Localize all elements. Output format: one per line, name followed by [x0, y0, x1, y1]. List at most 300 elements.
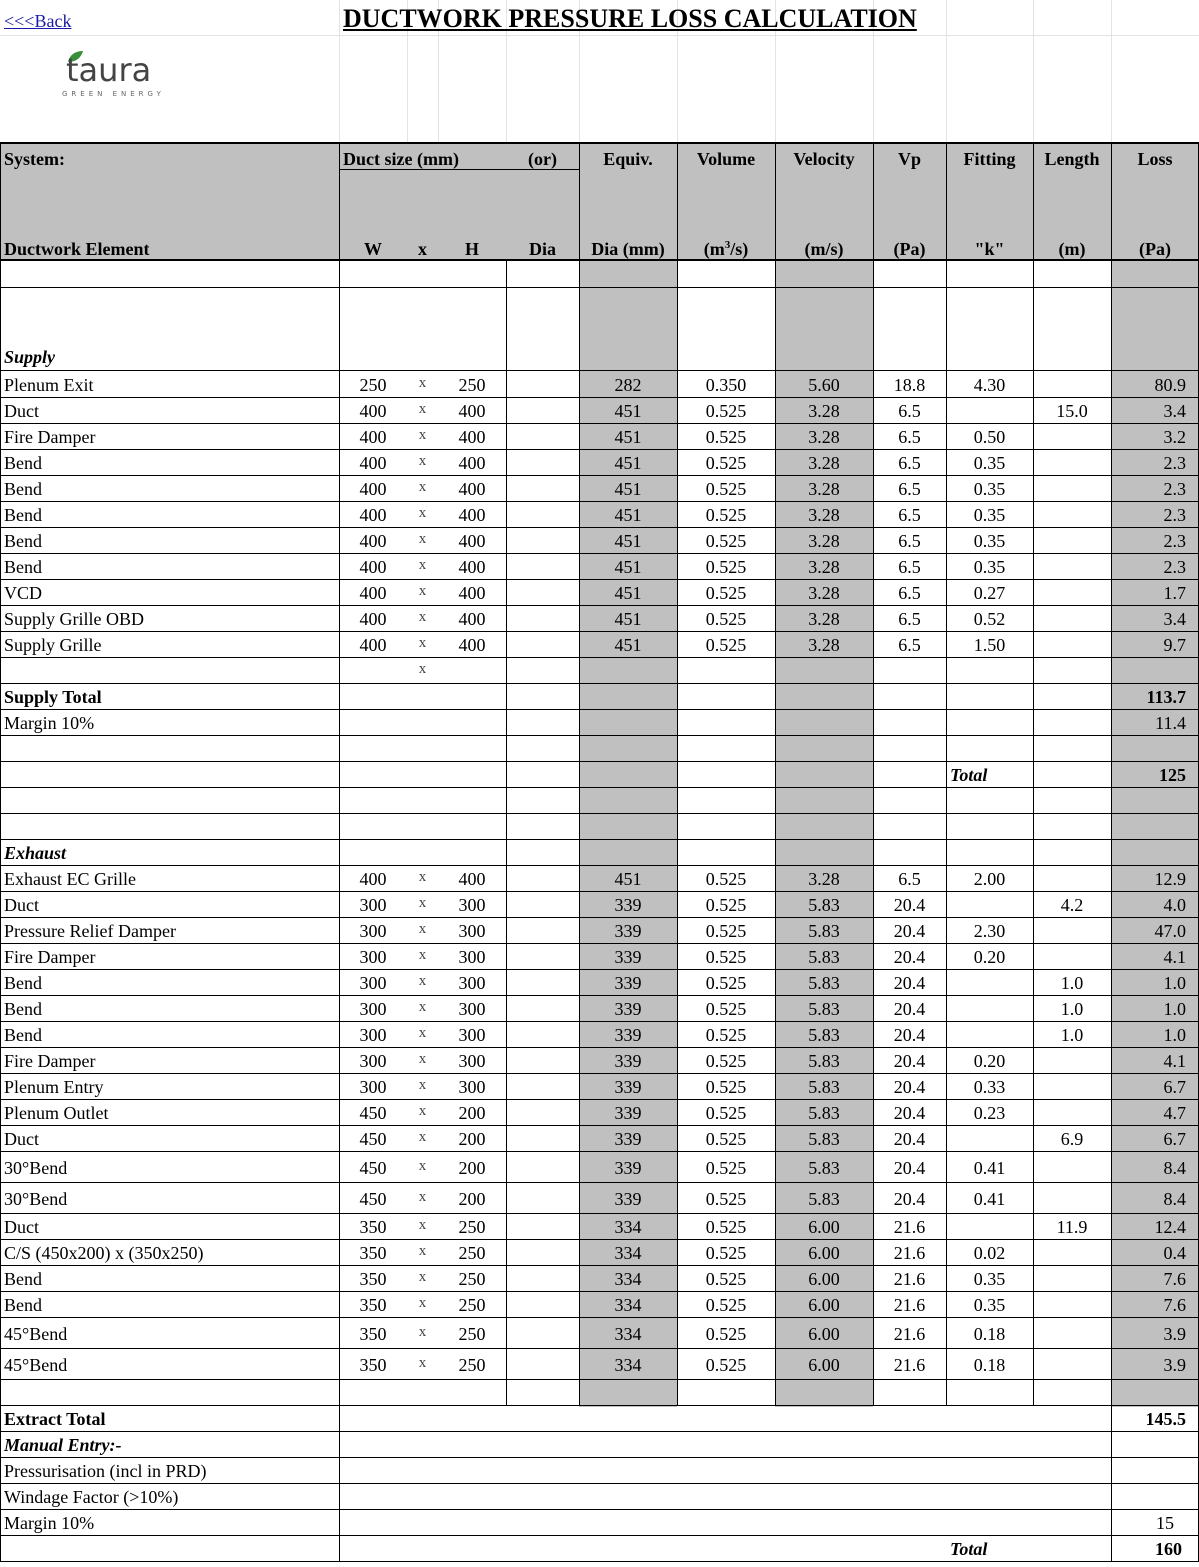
cell-x: x	[418, 583, 427, 599]
row-line	[0, 1099, 1199, 1100]
cell-w: 300	[359, 1051, 387, 1071]
cell-equiv: 339	[614, 1157, 642, 1178]
cell-vp: 6.5	[898, 635, 921, 655]
element-name: Bend	[4, 1025, 42, 1045]
cell-loss: 12.4	[1154, 1217, 1186, 1237]
cell-k: 0.41	[973, 1157, 1006, 1178]
cell-equiv: 334	[614, 1354, 642, 1375]
element-name: Fire Damper	[4, 947, 96, 967]
cell-equiv: 339	[614, 895, 642, 915]
element-name: Supply Grille	[4, 635, 102, 655]
row-line	[0, 1405, 1199, 1406]
h-label: H	[464, 239, 479, 259]
cell-k: 4.30	[973, 375, 1006, 395]
exhaust-section-label: Exhaust	[4, 843, 67, 863]
cell-k: 0.20	[973, 1051, 1006, 1071]
supply-total-value: 113.7	[1146, 687, 1186, 707]
column-line	[1033, 260, 1034, 1405]
cell-h: 400	[458, 557, 486, 577]
cell-loss: 9.7	[1163, 635, 1186, 655]
cell-x: x	[418, 1217, 427, 1233]
cell-h: 300	[458, 999, 486, 1019]
cell-length: 1.0	[1060, 973, 1084, 993]
dia-label: Dia	[529, 239, 556, 259]
column-line	[775, 142, 776, 260]
cell-x: x	[418, 895, 427, 911]
row-line	[0, 969, 1199, 970]
cell-x: x	[418, 453, 427, 469]
volume-unit-part: 3	[724, 239, 731, 251]
cell-loss: 4.0	[1163, 895, 1186, 915]
cell-equiv: 451	[614, 505, 642, 525]
cell-x: x	[418, 635, 427, 651]
element-name: Bend	[4, 999, 42, 1019]
cell-h: 200	[458, 1129, 486, 1149]
loss-label: Loss	[1137, 149, 1173, 169]
cell-vp: 18.8	[893, 375, 926, 395]
cell-h: 300	[458, 1077, 486, 1097]
row-line	[0, 735, 1199, 736]
cell-w: 350	[359, 1269, 387, 1289]
cell-w: 350	[359, 1217, 387, 1237]
cell-h: 400	[458, 583, 486, 603]
cell-x: x	[418, 1129, 427, 1145]
column-line	[775, 260, 776, 1405]
system-label: System:	[4, 149, 65, 169]
length-unit: (m)	[1058, 239, 1086, 259]
cell-h: 300	[458, 973, 486, 993]
cell-w: 400	[359, 453, 387, 473]
page-title: DUCTWORK PRESSURE LOSS CALCULATION	[343, 4, 917, 33]
cell-h: 300	[458, 1025, 486, 1045]
cell-velocity: 5.83	[808, 1157, 840, 1178]
row-line	[0, 657, 1199, 658]
extract-total-label: Extract Total	[4, 1409, 106, 1429]
cell-w: 400	[359, 505, 387, 525]
cell-k: 0.27	[973, 583, 1006, 603]
cell-vp: 21.6	[893, 1217, 926, 1237]
x-label: x	[418, 239, 427, 259]
cell-loss: 3.2	[1163, 427, 1186, 447]
cell-equiv: 451	[614, 427, 642, 447]
cell-h: 400	[458, 453, 486, 473]
cell-velocity: 3.28	[808, 479, 840, 499]
element-name: Plenum Exit	[4, 375, 94, 395]
cell-h: 400	[458, 427, 486, 447]
cell-volume: 0.525	[705, 401, 747, 421]
cell-h: 250	[458, 1323, 486, 1344]
row-line	[0, 1125, 1199, 1126]
cell-equiv: 334	[614, 1295, 642, 1315]
windage-label: Windage Factor (>10%)	[4, 1487, 179, 1507]
cell-x: x	[418, 947, 427, 963]
cell-velocity: 5.83	[808, 1077, 840, 1097]
row-line	[0, 1483, 1199, 1484]
cell-w: 300	[359, 999, 387, 1019]
cell-volume: 0.525	[705, 505, 747, 525]
column-line	[873, 142, 874, 260]
row-line	[0, 287, 1199, 288]
cell-length: 1.0	[1060, 1025, 1084, 1045]
cell-equiv: 339	[614, 921, 642, 941]
cell-w: 400	[359, 557, 387, 577]
cell-h: 300	[458, 895, 486, 915]
cell-volume: 0.525	[705, 1129, 747, 1149]
row-line	[0, 1348, 1199, 1349]
element-name: 45°Bend	[4, 1354, 68, 1375]
cell-x: x	[418, 557, 427, 573]
element-name: 45°Bend	[4, 1323, 68, 1344]
cell-volume: 0.525	[705, 1243, 747, 1263]
cell-volume: 0.525	[705, 1354, 747, 1375]
element-name: Bend	[4, 1269, 42, 1289]
cell-length: 1.0	[1060, 999, 1084, 1019]
cell-velocity: 3.28	[808, 635, 840, 655]
cell-loss: 6.7	[1163, 1077, 1186, 1097]
cell-x: x	[418, 1188, 427, 1205]
cell-equiv: 339	[614, 1025, 642, 1045]
equiv-label: Equiv.	[603, 149, 653, 169]
cell-velocity: 6.00	[808, 1243, 840, 1263]
cell-velocity: 5.60	[808, 375, 840, 395]
cell-loss: 7.6	[1163, 1269, 1186, 1289]
element-name: Duct	[4, 1129, 39, 1149]
cell-equiv: 451	[614, 635, 642, 655]
cell-k: 0.35	[973, 1295, 1006, 1315]
cell-w: 400	[359, 401, 387, 421]
cell-volume: 0.350	[705, 375, 747, 395]
row-line	[0, 142, 1199, 144]
cell-h: 400	[458, 635, 486, 655]
cell-x: x	[418, 999, 427, 1015]
cell-velocity: 3.28	[808, 869, 840, 889]
cell-velocity: 5.83	[808, 895, 840, 915]
cell-equiv: 451	[614, 453, 642, 473]
cell-x: x	[418, 1323, 427, 1340]
fitting-unit: "k"	[974, 239, 1005, 259]
cell-h: 200	[458, 1103, 486, 1123]
row-line	[0, 1291, 1199, 1292]
element-name: 30°Bend	[4, 1188, 68, 1209]
cell-velocity: 5.83	[808, 999, 840, 1019]
cell-velocity: 3.28	[808, 557, 840, 577]
row-line	[0, 865, 1199, 866]
cell-x: x	[418, 609, 427, 625]
cell-loss: 4.1	[1163, 947, 1186, 967]
cell-volume: 0.525	[705, 609, 747, 629]
cell-equiv: 451	[614, 583, 642, 603]
cell-equiv: 339	[614, 1077, 642, 1097]
cell-vp: 6.5	[898, 583, 921, 603]
cell-k: 0.35	[973, 505, 1006, 525]
row-line	[0, 1509, 1199, 1510]
row-line	[0, 579, 1199, 580]
cell-w: 400	[359, 869, 387, 889]
row-line	[0, 891, 1199, 892]
row-line	[0, 1561, 1199, 1562]
cell-loss: 3.4	[1163, 401, 1186, 421]
volume-unit-part: (m	[703, 239, 725, 259]
cell-equiv: 451	[614, 557, 642, 577]
cell-velocity: 3.28	[808, 505, 840, 525]
column-line	[1111, 260, 1112, 1405]
w-label: W	[364, 239, 382, 259]
cell-vp: 6.5	[898, 427, 921, 447]
cell-velocity: 5.83	[808, 1051, 840, 1071]
row-line	[0, 423, 1199, 424]
cell-length: 4.2	[1060, 895, 1084, 915]
manual-entry-label: Manual Entry:-	[4, 1435, 122, 1455]
cell-volume: 0.525	[705, 1077, 747, 1097]
cell-volume: 0.525	[705, 921, 747, 941]
cell-velocity: 6.00	[808, 1354, 840, 1375]
row-line	[0, 813, 1199, 814]
cell-w: 450	[359, 1129, 387, 1149]
cell-volume: 0.525	[705, 1051, 747, 1071]
column-line	[339, 1405, 340, 1561]
cell-loss: 3.9	[1163, 1354, 1186, 1375]
cell-velocity: 3.28	[808, 609, 840, 629]
cell-velocity: 3.28	[808, 583, 840, 603]
cell-w: 350	[359, 1323, 387, 1344]
cell-vp: 21.6	[893, 1295, 926, 1315]
element-name: Supply Grille OBD	[4, 609, 145, 629]
back-link[interactable]: <<<Back	[4, 11, 72, 31]
cell-volume: 0.525	[705, 1295, 747, 1315]
cell-velocity: 6.00	[808, 1323, 840, 1344]
element-name: Bend	[4, 505, 42, 525]
cell-h: 400	[458, 505, 486, 525]
cell-h: 250	[458, 1243, 486, 1263]
cell-h: 250	[458, 1269, 486, 1289]
cell-velocity: 5.83	[808, 947, 840, 967]
element-name: Bend	[4, 1295, 42, 1315]
grid-line	[0, 35, 1199, 36]
supply-margin-value: 11.4	[1155, 713, 1186, 733]
column-line	[579, 142, 580, 260]
cell-h: 300	[458, 1051, 486, 1071]
row-line	[0, 1317, 1199, 1318]
column-line	[1111, 1405, 1112, 1561]
cell-h: 250	[458, 1295, 486, 1315]
row-line	[0, 683, 1199, 684]
cell-loss: 1.0	[1163, 973, 1186, 993]
cell-k: 0.35	[973, 531, 1006, 551]
cell-equiv: 339	[614, 947, 642, 967]
row-line	[0, 761, 1199, 762]
exhaust-grand-value: 160	[1155, 1539, 1182, 1559]
cell-x: x	[418, 1243, 427, 1259]
cell-x: x	[418, 531, 427, 547]
cell-x: x	[418, 1025, 427, 1041]
row-line	[0, 995, 1199, 996]
column-line	[946, 260, 947, 1405]
row-line	[0, 1047, 1199, 1048]
cell-x: x	[418, 1295, 427, 1311]
element-name: Duct	[4, 895, 39, 915]
cell-h: 400	[458, 401, 486, 421]
cell-h: 200	[458, 1157, 486, 1178]
cell-x: x	[418, 1051, 427, 1067]
cell-volume: 0.525	[705, 1188, 747, 1209]
grid-line	[1111, 0, 1112, 143]
cell-vp: 20.4	[893, 1025, 926, 1045]
cell-w: 400	[359, 427, 387, 447]
cell-equiv: 282	[614, 375, 642, 395]
cell-loss: 7.6	[1163, 1295, 1186, 1315]
cell-equiv: 339	[614, 999, 642, 1019]
grid-line	[1033, 0, 1034, 143]
cell-velocity: 3.28	[808, 453, 840, 473]
cell-h: 200	[458, 1188, 486, 1209]
element-name: Bend	[4, 557, 42, 577]
row-line	[0, 1535, 1199, 1536]
velocity-unit: (m/s)	[804, 239, 844, 259]
cell-equiv: 334	[614, 1269, 642, 1289]
cell-w: 400	[359, 635, 387, 655]
element-name: Exhaust EC Grille	[4, 869, 136, 889]
cell-velocity: 5.83	[808, 1188, 840, 1209]
cell-h: 400	[458, 531, 486, 551]
cell-velocity: 3.28	[808, 401, 840, 421]
element-name: Fire Damper	[4, 427, 96, 447]
cell-k: 0.18	[973, 1354, 1006, 1375]
cell-volume: 0.525	[705, 1269, 747, 1289]
cell-volume: 0.525	[705, 869, 747, 889]
cell-h: 400	[458, 479, 486, 499]
cell-h: 250	[458, 375, 486, 395]
column-line	[873, 260, 874, 1405]
cell-length: 11.9	[1056, 1217, 1088, 1237]
vp-unit: (Pa)	[893, 239, 926, 259]
cell-velocity: 5.83	[808, 1103, 840, 1123]
volume-label: Volume	[696, 149, 756, 169]
cell-w: 400	[359, 609, 387, 629]
cell-volume: 0.525	[705, 635, 747, 655]
cell-volume: 0.525	[705, 1323, 747, 1344]
cell-volume: 0.525	[705, 1103, 747, 1123]
cell-vp: 20.4	[893, 895, 926, 915]
row-line	[0, 501, 1199, 502]
cell-velocity: 3.28	[808, 427, 840, 447]
element-name: Bend	[4, 973, 42, 993]
row-line	[0, 397, 1199, 398]
cell-equiv: 339	[614, 1103, 642, 1123]
cell-loss: 0.4	[1163, 1243, 1186, 1263]
cell-vp: 20.4	[893, 1051, 926, 1071]
supply-total-label: Supply Total	[4, 687, 102, 707]
cell-k: 0.23	[973, 1103, 1006, 1123]
cell-h: 400	[458, 869, 486, 889]
column-line	[946, 142, 947, 260]
cell-velocity: 6.00	[808, 1217, 840, 1237]
cell-vp: 6.5	[898, 557, 921, 577]
cell-h: 250	[458, 1354, 486, 1375]
row-line	[0, 259, 1199, 261]
exhaust-margin-value: 15	[1156, 1513, 1174, 1533]
cell-w: 250	[359, 375, 387, 395]
cell-velocity: 5.83	[808, 973, 840, 993]
cell-x: x	[418, 973, 427, 989]
cell-k: 1.50	[973, 635, 1006, 655]
column-line	[579, 260, 580, 1405]
element-name: Duct	[4, 401, 39, 421]
cell-x: x	[418, 375, 427, 391]
element-name: Fire Damper	[4, 1051, 96, 1071]
cell-x: x	[418, 1269, 427, 1285]
cell-equiv: 451	[614, 401, 642, 421]
cell-w: 400	[359, 479, 387, 499]
cell-loss: 8.4	[1163, 1157, 1186, 1178]
cell-vp: 6.5	[898, 505, 921, 525]
cell-x: x	[418, 1103, 427, 1119]
cell-loss: 3.9	[1163, 1323, 1186, 1344]
cell-velocity: 5.83	[808, 1025, 840, 1045]
cell-k: 0.20	[973, 947, 1006, 967]
cell-vp: 6.5	[898, 609, 921, 629]
cell-w: 300	[359, 947, 387, 967]
cell-volume: 0.525	[705, 1157, 747, 1178]
cell-loss: 12.9	[1154, 869, 1186, 889]
element-name: C/S (450x200) x (350x250)	[4, 1243, 204, 1263]
cell-loss: 8.4	[1163, 1188, 1186, 1209]
cell-volume: 0.525	[705, 531, 747, 551]
cell-k: 0.35	[973, 479, 1006, 499]
cell-vp: 20.4	[893, 1077, 926, 1097]
element-label: Ductwork Element	[4, 239, 150, 259]
logo-tagline: GREEN ENERGY	[62, 90, 165, 98]
cell-w: 350	[359, 1243, 387, 1263]
cell-k: 0.33	[973, 1077, 1006, 1097]
element-name: Duct	[4, 1217, 39, 1237]
cell-x: x	[418, 869, 427, 885]
cell-k: 2.30	[973, 921, 1006, 941]
cell-loss: 47.0	[1154, 921, 1186, 941]
element-name: Bend	[4, 479, 42, 499]
column-line	[0, 142, 1, 1561]
cell-velocity: 6.00	[808, 1295, 840, 1315]
row-line	[0, 631, 1199, 632]
cell-w: 450	[359, 1157, 387, 1178]
supply-grand-value: 125	[1159, 765, 1186, 785]
cell-x: x	[418, 661, 427, 677]
cell-equiv: 334	[614, 1217, 642, 1237]
cell-loss: 2.3	[1163, 557, 1186, 577]
cell-loss: 1.7	[1163, 583, 1186, 603]
exhaust-margin-label: Margin 10%	[4, 1513, 95, 1533]
equiv-unit: Dia (mm)	[591, 239, 665, 259]
cell-loss: 2.3	[1163, 505, 1186, 525]
row-line	[0, 787, 1199, 788]
cell-x: x	[418, 479, 427, 495]
cell-vp: 6.5	[898, 531, 921, 551]
column-line	[1111, 142, 1112, 260]
cell-x: x	[418, 921, 427, 937]
cell-vp: 6.5	[898, 869, 921, 889]
cell-x: x	[418, 1157, 427, 1174]
cell-volume: 0.525	[705, 947, 747, 967]
cell-k: 0.02	[973, 1243, 1006, 1263]
cell-volume: 0.525	[705, 895, 747, 915]
cell-volume: 0.525	[705, 973, 747, 993]
cell-equiv: 451	[614, 479, 642, 499]
cell-w: 400	[359, 531, 387, 551]
cell-x: x	[418, 401, 427, 417]
cell-k: 2.00	[973, 869, 1006, 889]
element-name: Bend	[4, 453, 42, 473]
element-name: Pressure Relief Damper	[4, 921, 176, 941]
or-label: (or)	[528, 149, 557, 169]
